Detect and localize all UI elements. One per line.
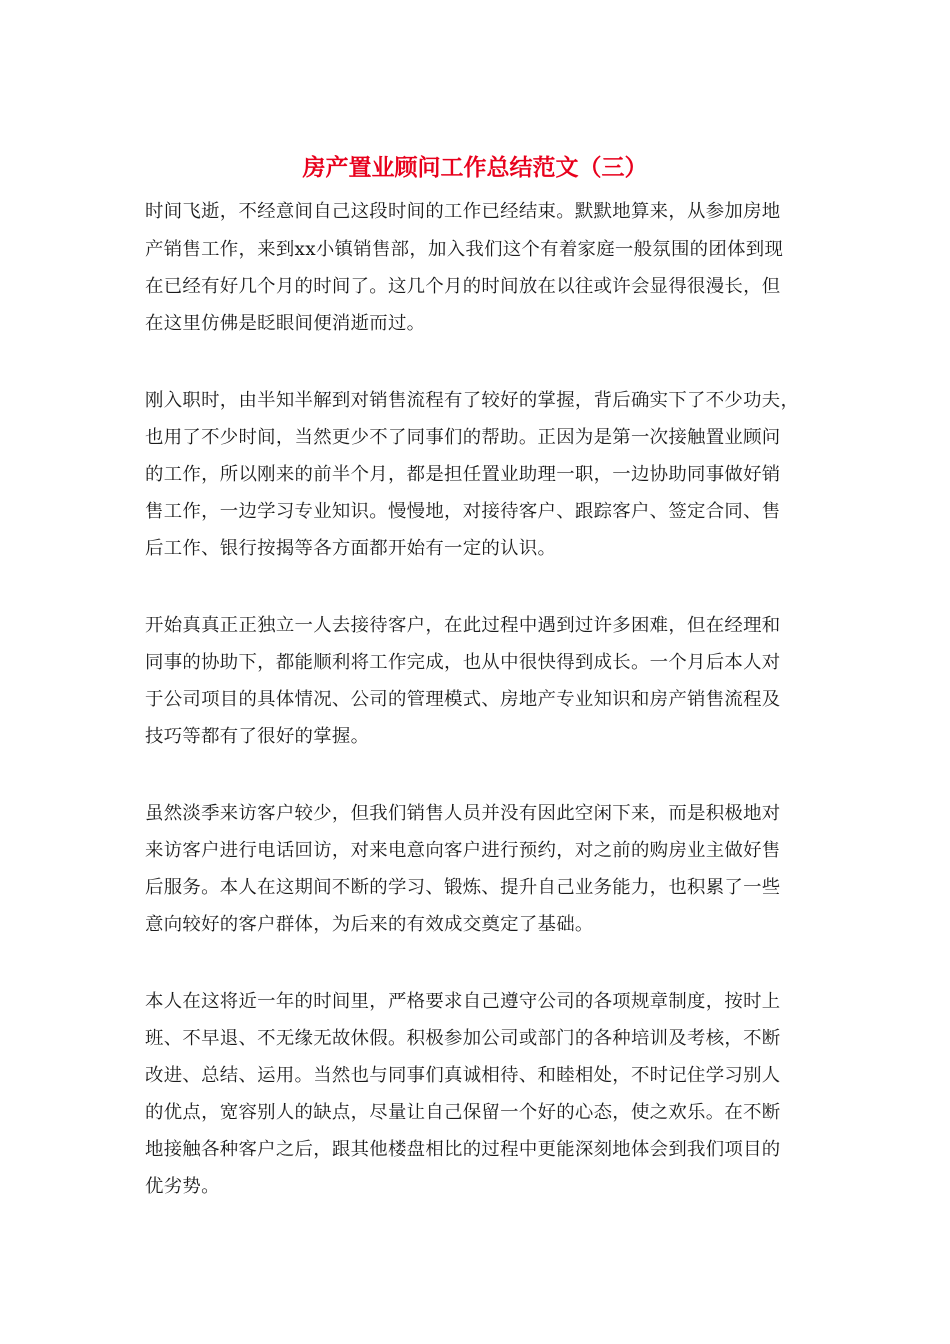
paragraph-2-line-1: 刚入职时，由半知半解到对销售流程有了较好的掌握，背后确实下了不少功夫，	[145, 390, 800, 411]
paragraph-5-line-5: 地接触各种客户之后，跟其他楼盘相比的过程中更能深刻地体会到我们项目的	[145, 1139, 781, 1160]
paragraph-4-line-1: 虽然淡季来访客户较少，但我们销售人员并没有因此空闲下来，而是积极地对	[145, 803, 781, 824]
paragraph-2-line-2: 也用了不少时间，当然更少不了同事们的帮助。正因为是第一次接触置业顾问	[145, 427, 781, 448]
paragraph-4-line-4: 意向较好的客户群体，为后来的有效成交奠定了基础。	[145, 914, 594, 935]
paragraph-5-line-3: 改进、总结、运用。当然也与同事们真诚相待、和睦相处，不时记住学习别人	[145, 1065, 781, 1086]
paragraph-2-line-5: 后工作、银行按揭等各方面都开始有一定的认识。	[145, 538, 557, 559]
paragraph-3-line-2: 同事的协助下，都能顺利将工作完成，也从中很快得到成长。一个月后本人对	[145, 652, 781, 673]
paragraph-2-line-3: 的工作，所以刚来的前半个月，都是担任置业助理一职，一边协助同事做好销	[145, 464, 781, 485]
paragraph-4-line-3: 后服务。本人在这期间不断的学习、锻炼、提升自己业务能力，也积累了一些	[145, 877, 781, 898]
paragraph-5-line-2: 班、不早退、不无缘无故休假。积极参加公司或部门的各种培训及考核，不断	[145, 1028, 781, 1049]
paragraph-3-line-3: 于公司项目的具体情况、公司的管理模式、房地产专业知识和房产销售流程及	[145, 689, 781, 710]
paragraph-4-line-2: 来访客户进行电话回访，对来电意向客户进行预约，对之前的购房业主做好售	[145, 840, 781, 861]
paragraph-5-line-6: 优劣势。	[145, 1176, 220, 1197]
paragraph-5-line-4: 的优点，宽容别人的缺点，尽量让自己保留一个好的心态，使之欢乐。在不断	[145, 1102, 781, 1123]
paragraph-1-line-2: 产销售工作，来到xx小镇销售部，加入我们这个有着家庭一般氛围的团体到现	[145, 239, 784, 260]
paragraph-1-line-4: 在这里仿佛是眨眼间便消逝而过。	[145, 313, 426, 334]
paragraph-1-line-1: 时间飞逝，不经意间自己这段时间的工作已经结束。默默地算来，从参加房地	[145, 201, 781, 222]
paragraph-3-line-1: 开始真真正正独立一人去接待客户，在此过程中遇到过许多困难，但在经理和	[145, 615, 781, 636]
paragraph-1-line-3: 在已经有好几个月的时间了。这几个月的时间放在以往或许会显得很漫长，但	[145, 276, 781, 297]
document-title: 房产置业顾问工作总结范文（三）	[302, 154, 648, 181]
paragraph-3-line-4: 技巧等都有了很好的掌握。	[145, 726, 370, 747]
paragraph-5-line-1: 本人在这将近一年的时间里，严格要求自己遵守公司的各项规章制度，按时上	[145, 991, 781, 1012]
paragraph-2-line-4: 售工作，一边学习专业知识。慢慢地，对接待客户、跟踪客户、签定合同、售	[145, 501, 781, 522]
